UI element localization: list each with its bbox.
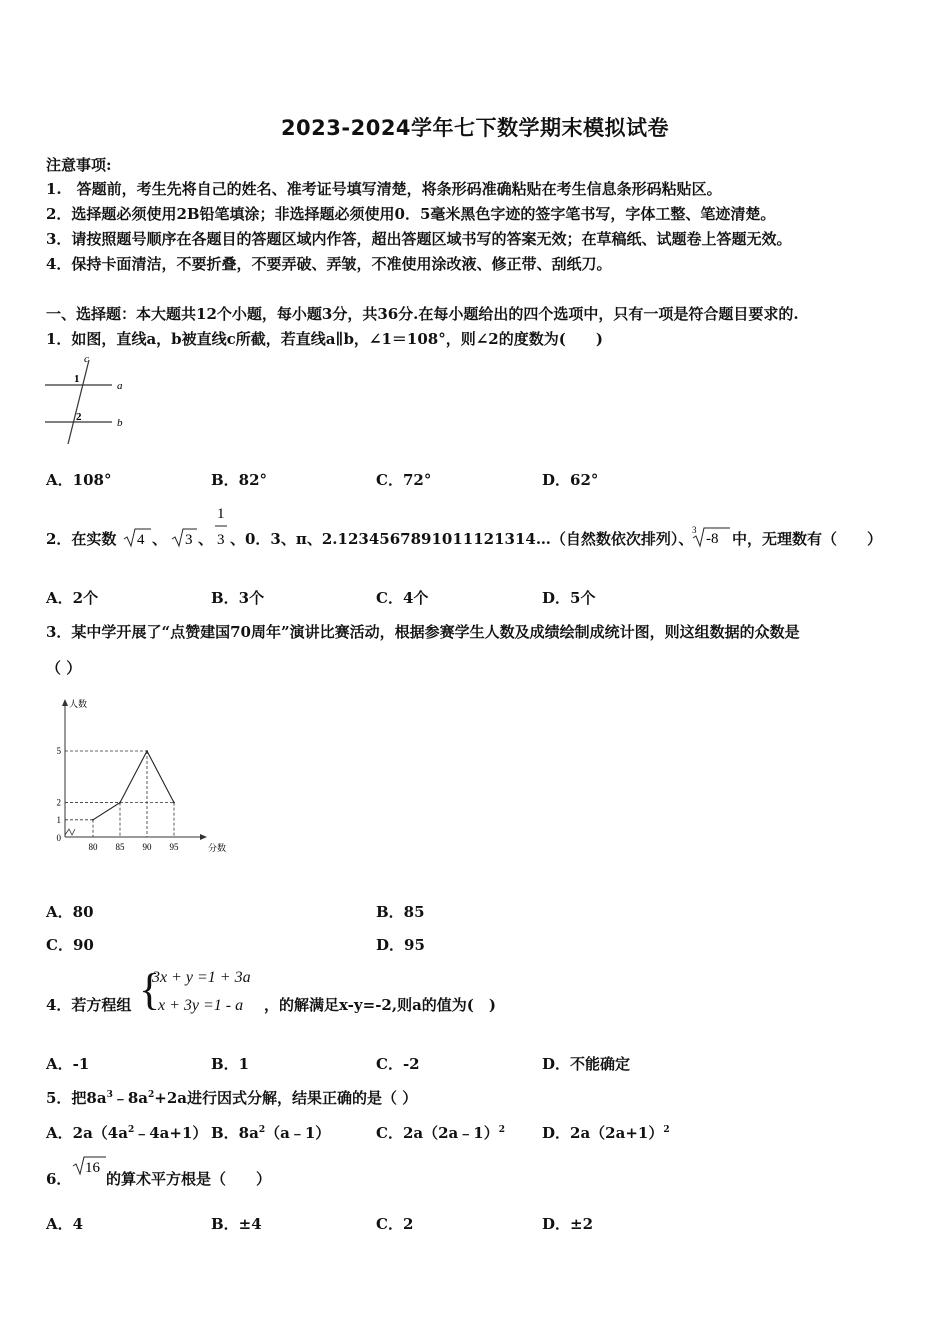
label-a: a: [117, 380, 123, 392]
y-tick-5: 5: [56, 746, 61, 756]
x-tick-90: 90: [142, 842, 152, 852]
y-tick-2: 2: [56, 797, 61, 808]
q4-option-b[interactable]: B．1: [211, 1055, 250, 1073]
q6-option-c[interactable]: C．2: [376, 1215, 414, 1233]
notice-item-4: 4．保持卡面清洁，不要折叠，不要弄破、弄皱，不准使用涂改液、修正带、刮纸刀。: [46, 255, 612, 273]
x-axis-label: 分数: [208, 843, 227, 853]
x-axis-arrow: [200, 834, 207, 840]
q6-option-b[interactable]: B．±4: [211, 1215, 262, 1233]
q3-stem: 3．某中学开展了“点赞建国70周年”演讲比赛活动，根据参赛学生人数及成绩绘制成统计图，则这组数据的众数是: [46, 623, 800, 641]
x-tick-85: 85: [115, 842, 125, 852]
q2-option-d[interactable]: D．5个: [542, 589, 596, 607]
q2-mid: 、0．3、π、2.1234567891011121314…（自然数依次排列）、: [230, 530, 694, 548]
x-tick-80: 80: [88, 842, 98, 852]
q4-eq2: x + 3y =1 - a: [158, 997, 244, 1014]
data-point-85: [119, 802, 121, 804]
q1-option-d[interactable]: D．62°: [542, 471, 599, 489]
q6-option-d[interactable]: D．±2: [542, 1215, 594, 1233]
y-tick-0: 0: [56, 833, 61, 843]
q6-suffix: 的算术平方根是（ ）: [106, 1170, 272, 1188]
q2-sqrt4-radicand: 4: [137, 532, 145, 548]
data-point-90: [146, 750, 148, 752]
y-tick-1: 1: [56, 814, 61, 825]
q1-stem: 1．如图，直线a，b被直线c所截，若直线a∥b，∠1＝108°，则∠2的度数为( ): [46, 330, 603, 348]
q2-cbrt: [690, 524, 732, 548]
q4-brace: {: [139, 965, 161, 1014]
y-axis-label: 人数: [69, 699, 88, 709]
y-axis-arrow: [62, 699, 68, 706]
axis-break: [65, 829, 75, 835]
label-b: b: [117, 417, 123, 429]
q3-option-d[interactable]: D．95: [376, 936, 425, 954]
q2-sqrt3: [170, 526, 198, 548]
q2-cbrt-body: -8: [706, 531, 719, 547]
q6-sqrt: [71, 1154, 107, 1178]
q4-option-d[interactable]: D．不能确定: [542, 1055, 631, 1073]
q5-option-d[interactable]: D．$2a(2a+1)^2$: [542, 1124, 670, 1142]
q2-option-c[interactable]: C．4个: [376, 589, 429, 607]
q2-sqrt3-radicand: 3: [185, 532, 193, 548]
q5-option-a[interactable]: A．$2a(4a^2﹣4a+1)$: [46, 1124, 208, 1142]
q3-option-a[interactable]: A．80: [46, 903, 94, 921]
q6-prefix: 6．: [46, 1170, 72, 1188]
q2-fraction-den: 3: [217, 532, 225, 548]
q4-eq1: 3x + y =1 + 3a: [152, 969, 251, 986]
data-point-80: [92, 819, 94, 821]
notice-item-3: 3．请按照题号顺序在各题目的答题区域内作答，超出答题区域书写的答案无效；在草稿纸、试题卷上答题无效。: [46, 230, 792, 248]
label-c: c: [84, 353, 89, 365]
notice-heading: 注意事项:: [46, 156, 112, 174]
q3-option-b[interactable]: B．85: [376, 903, 425, 921]
q5-stem: 5．把$8a^3﹣8a^2+2a$进行因式分解，结果正确的是（ ）: [46, 1089, 418, 1107]
q5-option-c[interactable]: C．2a（2a﹣1）$^2$: [376, 1124, 505, 1142]
x-tick-95: 95: [169, 842, 179, 852]
notice-item-2: 2．选择题必须使用2B铅笔填涂；非选择题必须使用0．5毫米黑色字迹的签字笔书写，字体工整、笔迹清楚。: [46, 205, 776, 223]
q2-prefix: 2．在实数: [46, 530, 117, 548]
q3-option-c[interactable]: C．90: [46, 936, 94, 954]
data-point-95: [173, 802, 175, 804]
q4-suffix: ，的解满足x-y=-2,则a的值为( ): [264, 996, 496, 1014]
label-angle-2: 2: [76, 411, 82, 423]
q2-cbrt-index: 3: [692, 525, 697, 535]
q3-chart: [50, 695, 227, 860]
q4-prefix: 4．若方程组: [46, 996, 132, 1014]
section-heading: 一、选择题：本大题共12个小题，每小题3分，共36分.在每小题给出的四个选项中，只有一项是符合题目要求的.: [46, 305, 799, 323]
notice-item-1: 1. 答题前，考生先将自己的姓名、准考证号填写清楚，将条形码准确粘贴在考生信息条形码粘贴区。: [46, 180, 722, 198]
q2-fraction: [213, 502, 229, 552]
q1-option-b[interactable]: B．82°: [211, 471, 268, 489]
q6-sqrt-radicand: 16: [85, 1160, 100, 1176]
q2-option-a[interactable]: A．2个: [46, 589, 99, 607]
q3-stem-2: （ ）: [46, 659, 82, 677]
q5-option-b[interactable]: B．$8a^2(a﹣1)$: [211, 1124, 331, 1142]
q2-fraction-num: 1: [217, 506, 225, 522]
page-title: 2023-2024学年七下数学期末模拟试卷: [280, 116, 670, 140]
q2-sep1: 、: [152, 530, 168, 548]
label-angle-1: 1: [74, 373, 80, 385]
q1-option-a[interactable]: A．108°: [46, 471, 112, 489]
series-line: [93, 751, 174, 820]
q4-option-c[interactable]: C．-2: [376, 1055, 420, 1073]
q2-sep2: 、: [198, 530, 214, 548]
q2-option-b[interactable]: B．3个: [211, 589, 265, 607]
q6-option-a[interactable]: A．4: [46, 1215, 84, 1233]
q2-suffix: 中，无理数有（ ）: [732, 530, 883, 548]
q1-option-c[interactable]: C．72°: [376, 471, 432, 489]
q1-figure: [42, 352, 137, 447]
q2-sqrt4: [122, 526, 152, 548]
q4-option-a[interactable]: A．-1: [46, 1055, 90, 1073]
